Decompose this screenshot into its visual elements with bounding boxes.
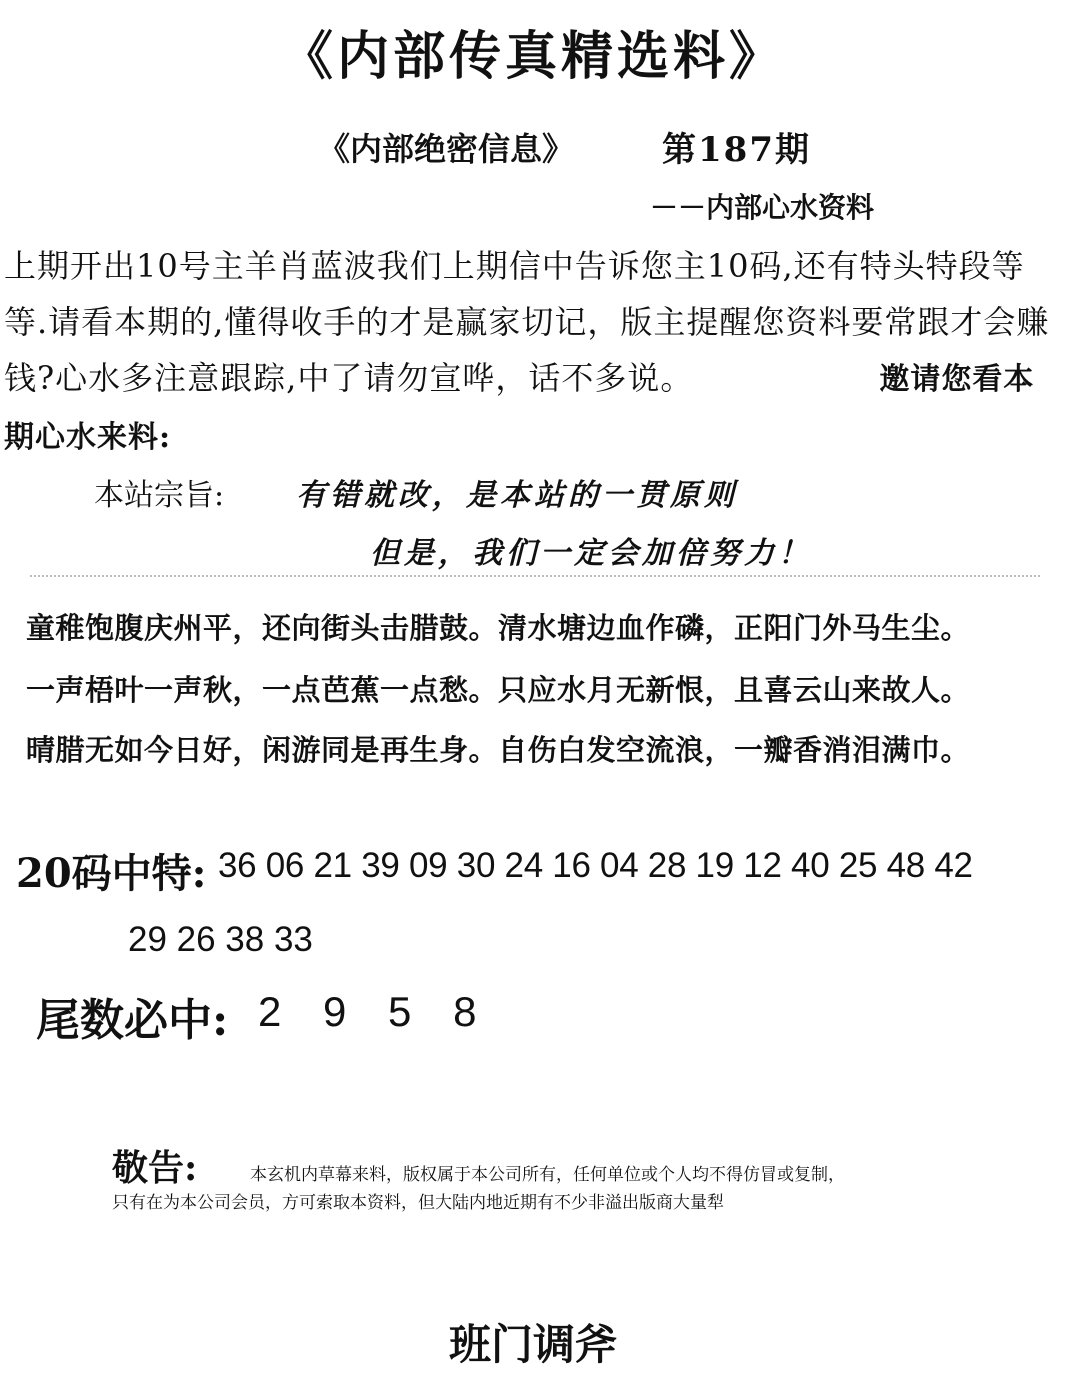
poem-line: 晴腊无如今日好，闲游同是再生身。自伤白发空流浪，一瓣香消泪满巾。 [26, 733, 971, 767]
tail-label: 尾数必中: [36, 995, 229, 1046]
poem-line: 一声梧叶一声秋，一点芭蕉一点愁。只应水月无新恨，且喜云山来故人。 [26, 673, 971, 707]
tail-values: 2 9 5 8 [258, 988, 477, 1035]
codes-numbers-line-1: 36 06 21 39 09 30 24 16 04 28 19 12 40 25 48 42 [218, 846, 973, 885]
notice-line-1: 本玄机内草幕来料，版权属于本公司所有，任何单位或个人均不得仿冒或复制， [250, 1165, 845, 1185]
page-title: 《内部传真精选料》 [280, 26, 785, 87]
intro-paragraph [4, 238, 1062, 466]
intro-body: 上期开出10号主羊肖蓝波我们上期信中告诉您主10码,还有特头特段等等.请看本期的,懂得收手的才是赢家切记，版主提醒您资料要常跟才会赚钱?心水多注意跟踪,中了请勿宣哗，话不多说。 [4, 247, 1050, 397]
source-label: －－内部心水资料 [650, 191, 875, 224]
subtitle-name: 《内部绝密信息》 [318, 130, 575, 168]
notice-line-2: 只有在为本公司会员，方可索取本资料，但大陆内地近期有不少非溢出版商大量犁 [112, 1193, 724, 1213]
motto-line-2: 但是，我们一定会加倍努力！ [370, 536, 812, 571]
codes-numbers-line-2: 29 26 38 33 [128, 920, 313, 959]
codes-label: 20码中特: [16, 850, 207, 897]
notice-label: 敬告: [112, 1147, 198, 1189]
motto-line-1: 有错就改，是本站的一贯原则 [296, 478, 738, 513]
invite-text: 邀请您看本期心水来料: [4, 362, 1035, 455]
issue-number: 第187期 [662, 130, 811, 170]
section-divider [30, 575, 1040, 577]
poem-line: 童稚饱腹庆州平，还向街头击腊鼓。清水塘边血作磷，正阳门外马生尘。 [26, 611, 971, 645]
footer-text: 班门调斧 [448, 1320, 617, 1369]
motto-label: 本站宗旨: [94, 478, 225, 513]
